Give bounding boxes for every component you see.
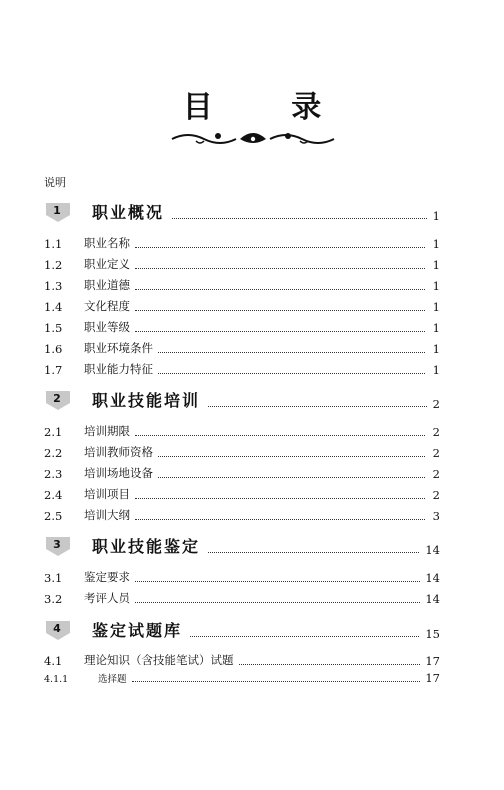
leader-dots: [135, 498, 425, 499]
leader-dots: [239, 664, 421, 665]
section-title: 职业环境条件: [84, 341, 153, 355]
leader-dots: [135, 602, 420, 603]
toc-section-2-2[interactable]: [44, 444, 440, 460]
section-title: 理论知识（含技能笔试）试题: [84, 653, 234, 667]
leader-dots: [208, 552, 419, 553]
leader-dots: [135, 519, 425, 520]
toc-section-1-3[interactable]: [44, 277, 440, 293]
note-label: 说明: [44, 176, 66, 189]
page-number: 14: [425, 543, 440, 557]
toc-chapter-2[interactable]: [44, 388, 440, 411]
leader-dots: [135, 435, 425, 436]
chapter-title: 职业概况: [92, 203, 165, 222]
section-number: 1.1: [44, 237, 63, 251]
page-number: 1: [432, 300, 440, 314]
page-number: 14: [425, 571, 440, 585]
page-number: 1: [432, 342, 440, 356]
page-number: 1: [432, 279, 440, 293]
section-number: 3.2: [44, 592, 63, 606]
section-number: 2.3: [44, 467, 63, 481]
page-number: 1: [432, 258, 440, 272]
section-title: 职业等级: [84, 320, 130, 334]
page-number: 14: [425, 592, 440, 606]
page-number: 3: [432, 509, 440, 523]
section-title: 培训项目: [84, 487, 130, 501]
section-number: 1.3: [44, 279, 63, 293]
section-number: 1.4: [44, 300, 63, 314]
section-title: 选择题: [98, 674, 127, 685]
leader-dots: [135, 331, 425, 332]
leader-dots: [158, 352, 425, 353]
toc-section-4-1-1[interactable]: [44, 671, 440, 685]
chapter-number: 4: [53, 622, 61, 635]
section-number: 2.4: [44, 488, 63, 502]
toc-section-1-1[interactable]: [44, 235, 440, 251]
section-title: 职业名称: [84, 236, 130, 250]
page-number: 2: [432, 425, 440, 439]
section-number: 3.1: [44, 571, 63, 585]
page-number: 1: [432, 209, 440, 223]
section-title: 考评人员: [84, 591, 130, 605]
decorative-flourish-icon: [168, 127, 338, 147]
toc-section-1-6[interactable]: [44, 340, 440, 356]
section-title: 培训教师资格: [84, 445, 153, 459]
leader-dots: [135, 289, 425, 290]
toc-section-1-4[interactable]: [44, 298, 440, 314]
chapter-badge: [44, 389, 74, 411]
chapter-title: 职业技能鉴定: [92, 537, 201, 556]
toc-chapter-4[interactable]: [44, 618, 440, 641]
toc-section-1-2[interactable]: [44, 256, 440, 272]
page-number: 2: [432, 488, 440, 502]
section-number: 2.1: [44, 425, 63, 439]
chapter-title: 鉴定试题库: [92, 621, 183, 640]
section-number: 1.5: [44, 321, 63, 335]
leader-dots: [172, 218, 427, 219]
toc-section-3-1[interactable]: [44, 569, 440, 585]
section-number: 1.2: [44, 258, 63, 272]
toc-section-1-7[interactable]: [44, 361, 440, 377]
section-title: 培训大纲: [84, 508, 130, 522]
page-number: 1: [432, 321, 440, 335]
leader-dots: [135, 247, 425, 248]
leader-dots: [208, 406, 427, 407]
toc-section-2-3[interactable]: [44, 465, 440, 481]
page-title: 目 录: [182, 90, 356, 125]
toc-section-3-2[interactable]: [44, 590, 440, 606]
toc-chapter-1[interactable]: [44, 200, 440, 223]
leader-dots: [190, 636, 419, 637]
toc-chapter-3[interactable]: [44, 534, 440, 557]
section-title: 鉴定要求: [84, 570, 130, 584]
section-title: 职业道德: [84, 278, 130, 292]
section-title: 文化程度: [84, 299, 130, 313]
page-number: 2: [432, 397, 440, 411]
leader-dots: [135, 310, 425, 311]
section-title: 职业定义: [84, 257, 130, 271]
page-number: 17: [425, 654, 440, 668]
section-number: 1.7: [44, 363, 63, 377]
chapter-badge: [44, 201, 74, 223]
leader-dots: [135, 581, 420, 582]
section-number: 2.5: [44, 509, 63, 523]
chapter-badge: [44, 535, 74, 557]
toc-section-2-5[interactable]: [44, 507, 440, 523]
section-number: 4.1: [44, 654, 63, 668]
leader-dots: [158, 456, 425, 457]
toc-section-2-1[interactable]: [44, 423, 440, 439]
page-number: 15: [425, 627, 440, 641]
chapter-number: 2: [53, 392, 61, 405]
section-number: 4.1.1: [44, 674, 69, 685]
toc-section-2-4[interactable]: [44, 486, 440, 502]
toc-section-4-1[interactable]: [44, 652, 440, 668]
section-title: 培训期限: [84, 424, 130, 438]
leader-dots: [135, 268, 425, 269]
chapter-title: 职业技能培训: [92, 391, 201, 410]
page-number: 2: [432, 446, 440, 460]
chapter-badge: [44, 619, 74, 641]
section-number: 1.6: [44, 342, 63, 356]
leader-dots: [158, 373, 425, 374]
page-number: 2: [432, 467, 440, 481]
page-number: 17: [425, 671, 440, 685]
section-title: 职业能力特征: [84, 362, 153, 376]
leader-dots: [158, 477, 425, 478]
page-number: 1: [432, 363, 440, 377]
toc-section-1-5[interactable]: [44, 319, 440, 335]
chapter-number: 1: [53, 204, 61, 217]
section-title: 培训场地设备: [84, 466, 153, 480]
chapter-number: 3: [53, 538, 61, 551]
section-number: 2.2: [44, 446, 63, 460]
page-number: 1: [432, 237, 440, 251]
leader-dots: [132, 681, 421, 682]
